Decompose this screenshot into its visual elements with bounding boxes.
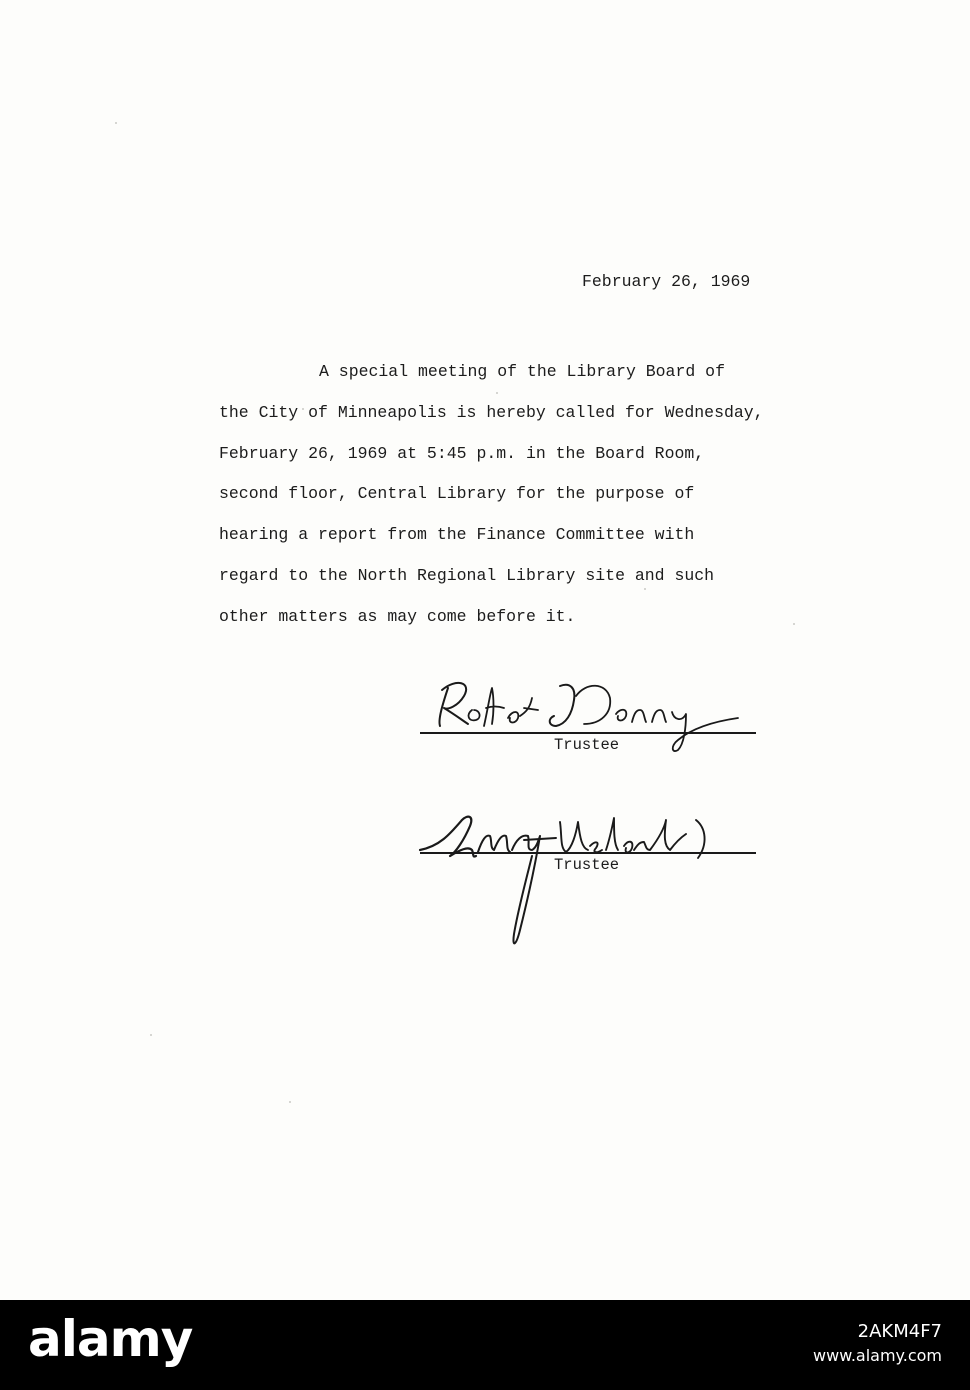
body-line: regard to the North Regional Library site and such (219, 565, 715, 585)
paper-speck (793, 623, 795, 625)
signature-arnold-meland (420, 800, 760, 960)
meeting-notice-body (219, 352, 764, 638)
signature-block-1 (420, 668, 756, 778)
alamy-logo: alamy (28, 1310, 193, 1368)
signature-line (420, 732, 756, 734)
letter-date: February 26, 1969 (582, 272, 751, 291)
trustee-label: Trustee (554, 856, 620, 874)
body-line: the City of Minneapolis is hereby called for Wednesday, (219, 402, 764, 422)
body-line: hearing a report from the Finance Committee with (219, 525, 695, 545)
paper-speck (115, 122, 117, 124)
paper-speck (289, 1101, 291, 1103)
body-line: other matters as may come before it. (219, 606, 576, 626)
body-line: A special meeting of the Library Board of (319, 362, 725, 381)
body-line: second floor, Central Library for the purpose of (219, 484, 695, 504)
stock-footer-bar (0, 1300, 970, 1390)
signature-robert-j-denny (420, 668, 760, 778)
site-url: www.alamy.com (813, 1346, 942, 1365)
body-line: February 26, 1969 at 5:45 p.m. in the Board Room, (219, 443, 705, 463)
image-code: 2AKM4F7 (857, 1321, 942, 1342)
trustee-label: Trustee (554, 736, 620, 754)
signature-line (420, 852, 756, 854)
signature-block-2 (420, 800, 756, 960)
image-id-block (813, 1320, 942, 1368)
paper-speck (150, 1034, 152, 1036)
